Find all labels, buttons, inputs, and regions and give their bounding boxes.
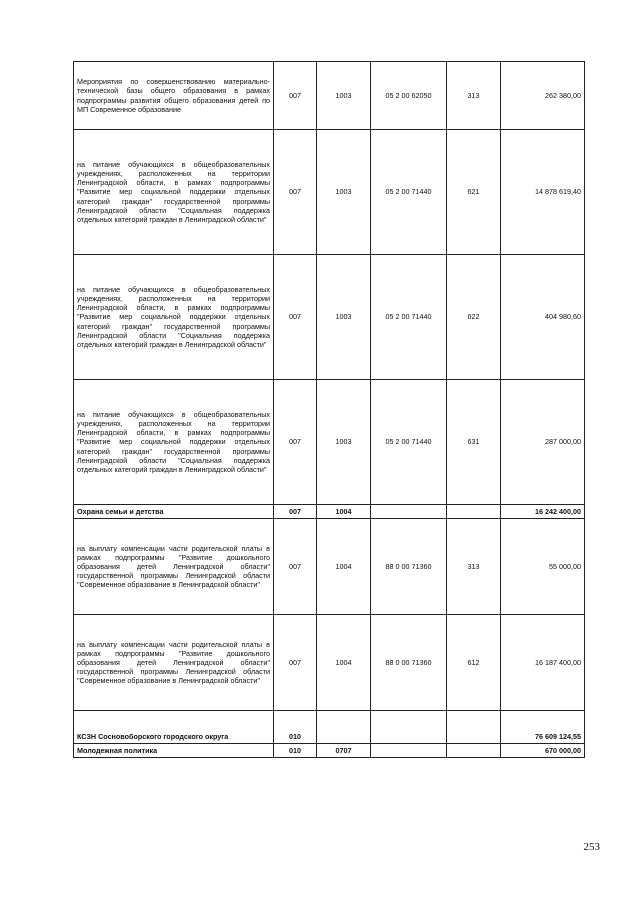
row-name-cell: КСЗН Сосновоборского городского округа xyxy=(74,711,274,744)
row-name-cell: на питание обучающихся в общеобразовательных учреждениях, расположенных на территории Ленинградской области, в рамках подпрограммы "Развитие мер социальной поддержки отдельных категорий граждан" государственной программы Ленинградской области "Социальная поддержка отдельных категорий граждан в Ленинградской области" xyxy=(74,130,274,255)
ministry-code-cell: 007 xyxy=(274,130,317,255)
target-article-cell: 88 0 00 71360 xyxy=(371,615,447,711)
table-row xyxy=(74,130,585,255)
row-name-cell: на питание обучающихся в общеобразовательных учреждениях, расположенных на территории Ленинградской области, в рамках подпрограммы "Развитие мер социальной поддержки отдельных категорий граждан" государственной программы Ленинградской области "Социальная поддержка отдельных категорий граждан в Ленинградской области" xyxy=(74,380,274,505)
row-name-cell: Молодежная политика xyxy=(74,744,274,758)
amount-cell: 16 242 400,00 xyxy=(501,505,585,519)
target-article-cell: 05 2 00 71440 xyxy=(371,380,447,505)
target-article-cell: 05 2 00 71440 xyxy=(371,130,447,255)
section-code-cell: 1003 xyxy=(317,130,371,255)
ministry-code-cell: 007 xyxy=(274,615,317,711)
amount-cell: 76 609 124,55 xyxy=(501,711,585,744)
amount-cell: 55 000,00 xyxy=(501,519,585,615)
expense-type-cell: 631 xyxy=(447,380,501,505)
expense-type-cell xyxy=(447,744,501,758)
row-name-cell: на выплату компенсации части родительской платы в рамках подпрограммы "Развитие дошкольного образования детей Ленинградской области" государственной программы Ленинградской области "Современное образование в Ленинградской области" xyxy=(74,615,274,711)
ministry-code-cell: 007 xyxy=(274,380,317,505)
expense-type-cell: 622 xyxy=(447,255,501,380)
target-article-cell: 05 2 00 71440 xyxy=(371,255,447,380)
table-row xyxy=(74,255,585,380)
row-name-cell: на выплату компенсации части родительской платы в рамках подпрограммы "Развитие дошкольного образования детей Ленинградской области" государственной программы Ленинградской области "Современное образование в Ленинградской области" xyxy=(74,519,274,615)
ministry-code-cell: 010 xyxy=(274,744,317,758)
section-code-cell: 1003 xyxy=(317,255,371,380)
amount-cell: 262 380,00 xyxy=(501,62,585,130)
table-row xyxy=(74,519,585,615)
target-article-cell xyxy=(371,744,447,758)
ministry-code-cell: 007 xyxy=(274,519,317,615)
target-article-cell: 88 0 00 71360 xyxy=(371,519,447,615)
ministry-code-cell: 007 xyxy=(274,255,317,380)
row-name-cell: на питание обучающихся в общеобразовательных учреждениях, расположенных на территории Ленинградской области, в рамках подпрограммы "Развитие мер социальной поддержки отдельных категорий граждан" государственной программы Ленинградской области "Социальная поддержка отдельных категорий граждан в Ленинградской области" xyxy=(74,255,274,380)
ministry-code-cell: 007 xyxy=(274,62,317,130)
expense-type-cell xyxy=(447,711,501,744)
table-row xyxy=(74,62,585,130)
target-article-cell xyxy=(371,711,447,744)
section-code-cell: 1003 xyxy=(317,62,371,130)
row-name-cell: Охрана семьи и детства xyxy=(74,505,274,519)
amount-cell: 670 000,00 xyxy=(501,744,585,758)
expense-type-cell: 621 xyxy=(447,130,501,255)
page-number: 253 xyxy=(583,841,600,853)
amount-cell: 14 878 619,40 xyxy=(501,130,585,255)
section-code-cell: 1003 xyxy=(317,380,371,505)
section-code-cell: 1004 xyxy=(317,505,371,519)
amount-cell: 404 980,60 xyxy=(501,255,585,380)
target-article-cell xyxy=(371,505,447,519)
budget-table xyxy=(73,61,585,758)
table-row xyxy=(74,380,585,505)
ministry-code-cell: 007 xyxy=(274,505,317,519)
amount-cell: 287 000,00 xyxy=(501,380,585,505)
table-row-subtotal xyxy=(74,744,585,758)
table-row-subtotal xyxy=(74,505,585,519)
section-code-cell: 1004 xyxy=(317,615,371,711)
expense-type-cell: 612 xyxy=(447,615,501,711)
expense-type-cell: 313 xyxy=(447,519,501,615)
ministry-code-cell: 010 xyxy=(274,711,317,744)
expense-type-cell: 313 xyxy=(447,62,501,130)
table-row xyxy=(74,615,585,711)
table-row-subtotal xyxy=(74,711,585,744)
amount-cell: 16 187 400,00 xyxy=(501,615,585,711)
section-code-cell: 0707 xyxy=(317,744,371,758)
section-code-cell: 1004 xyxy=(317,519,371,615)
section-code-cell xyxy=(317,711,371,744)
target-article-cell: 05 2 00 62050 xyxy=(371,62,447,130)
row-name-cell: Мероприятия по совершенствованию материально-технической базы общего образования в рамках подпрограммы развития общего образования детей по МП Современное образование xyxy=(74,62,274,130)
expense-type-cell xyxy=(447,505,501,519)
